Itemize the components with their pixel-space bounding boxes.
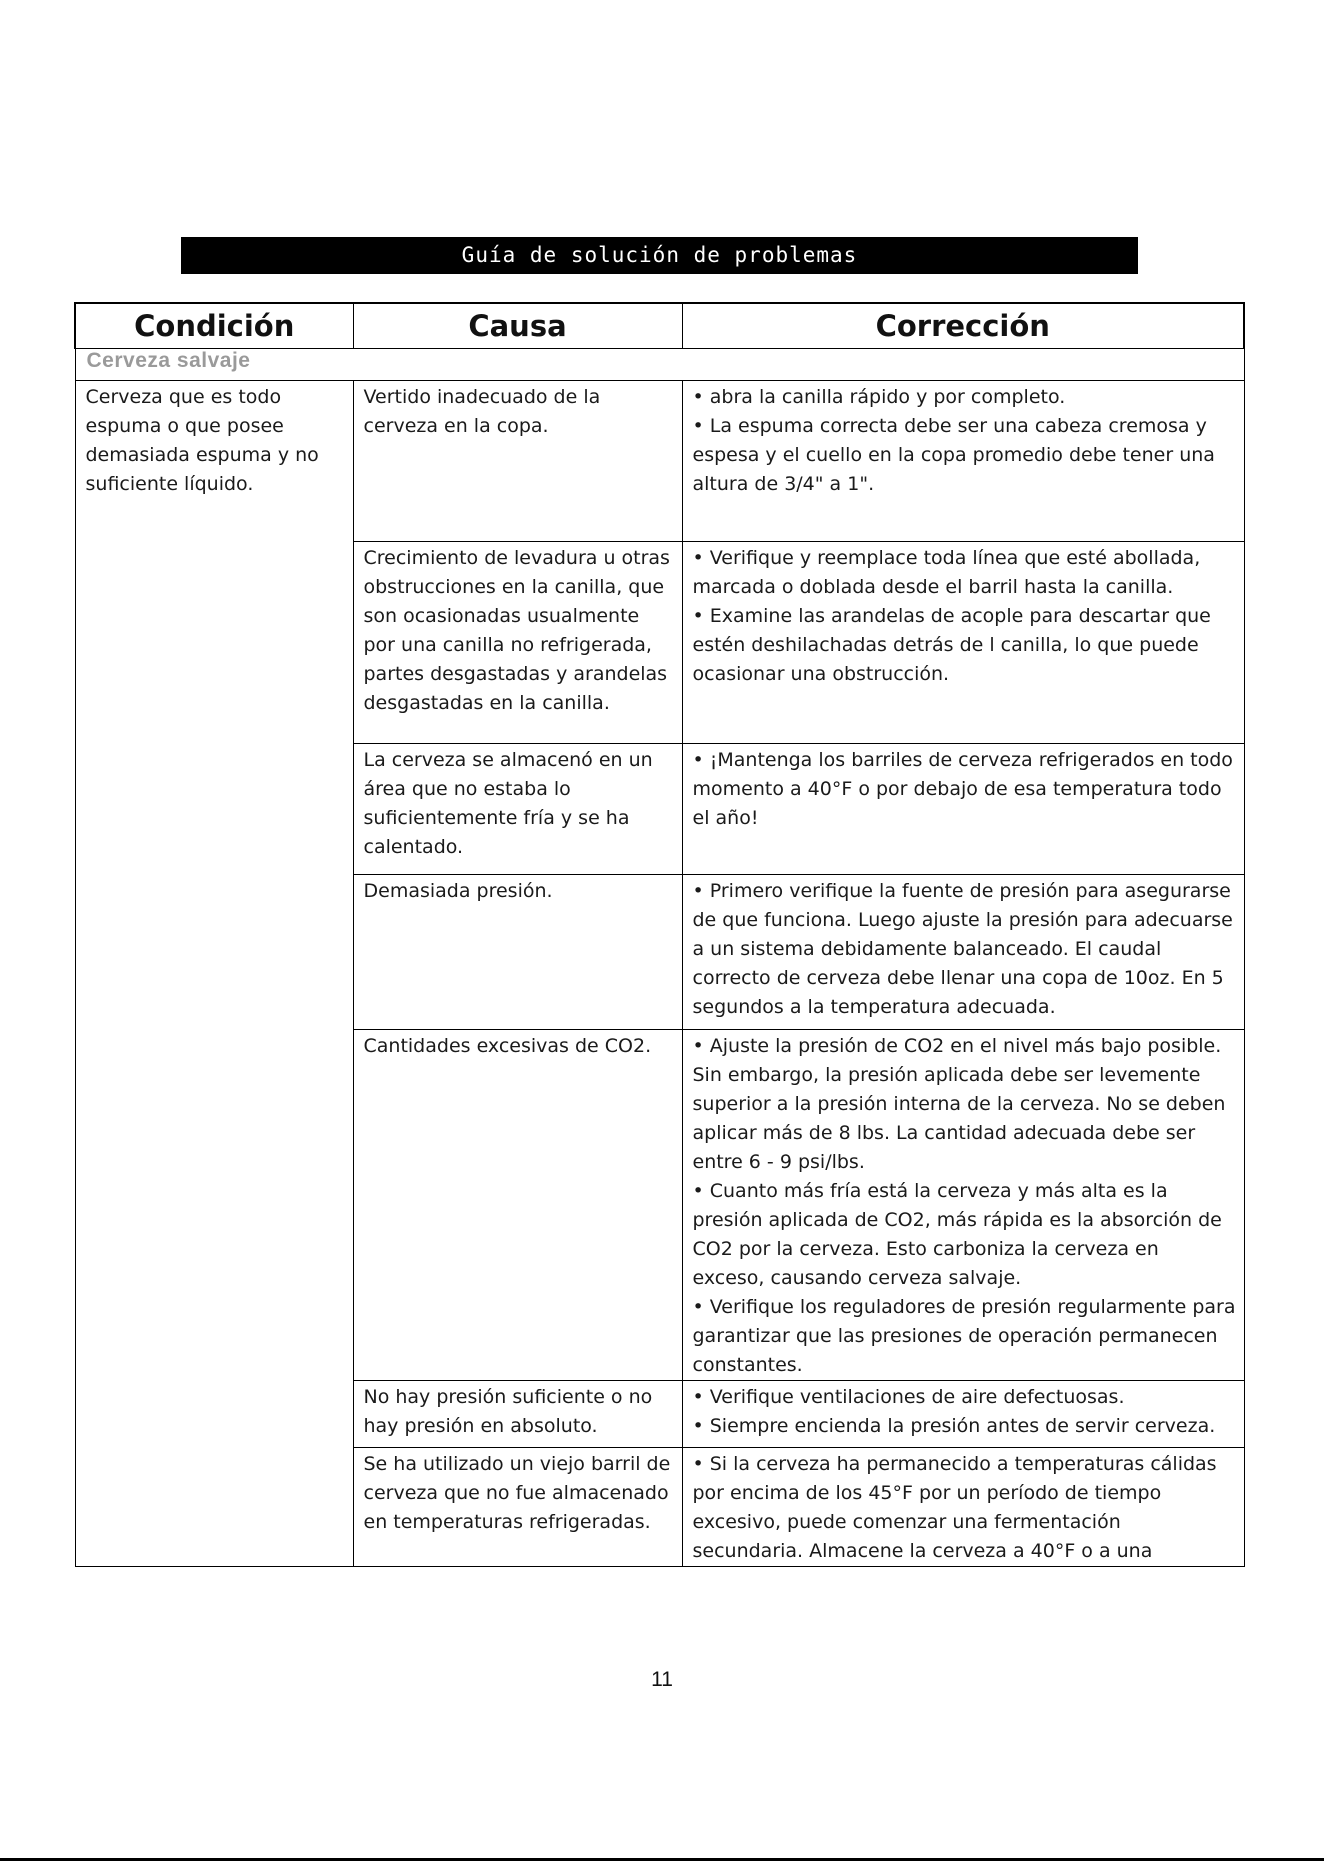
cause-cell: Cantidades excesivas de CO2. [353, 1030, 682, 1381]
cause-cell: Vertido inadecuado de la cerveza en la copa. [353, 381, 682, 542]
cause-cell: La cerveza se almacenó en un área que no estaba lo suficientemente fría y se ha calentado. [353, 744, 682, 875]
correction-cell [682, 381, 1244, 542]
bottom-rule [0, 1858, 1324, 1861]
correction-cell [682, 1381, 1244, 1448]
correction-bullet: • abra la canilla rápido y por completo. [692, 386, 1066, 408]
correction-cell [682, 744, 1244, 875]
header-cause: Causa [353, 303, 682, 349]
condition-cell: Cerveza que es todo espuma o que posee demasiada espuma y no suficiente líquido. [75, 381, 353, 1567]
correction-bullet: • Examine las arandelas de acople para descartar que estén deshilachadas detrás de l canilla, lo que puede ocasionar una obstrucción. [692, 605, 1211, 685]
correction-bullet: • Verifique y reemplace toda línea que esté abollada, marcada o doblada desde el barril hasta la canilla. [692, 547, 1201, 598]
correction-bullet: • Si la cerveza ha permanecido a temperaturas cálidas por encima de los 45°F por un período de tiempo excesivo, puede comenzar una fermentación secundaria. Almacene la cerveza a 40°F o a una [692, 1453, 1217, 1562]
correction-bullet: • Primero verifique la fuente de presión para asegurarse de que funciona. Luego ajuste la presión para adecuarse a un sistema debidamente balanceado. El caudal correcto de cerveza debe llenar una copa de 10oz. En 5 segundos a la temperatura adecuada. [692, 880, 1233, 1018]
correction-cell [682, 1448, 1244, 1567]
correction-cell [682, 1030, 1244, 1381]
header-condition: Condición [75, 303, 353, 349]
correction-bullet: • ¡Mantenga los barriles de cerveza refrigerados en todo momento a 40°F o por debajo de esa temperatura todo el año! [692, 749, 1233, 829]
correction-bullet: • Cuanto más fría está la cerveza y más alta es la presión aplicada de CO2, más rápida es la absorción de CO2 por la cerveza. Esto carboniza la cerveza en exceso, causando cerveza salvaje. [692, 1180, 1222, 1289]
cause-cell: Demasiada presión. [353, 875, 682, 1030]
cause-cell: Se ha utilizado un viejo barril de cerveza que no fue almacenado en temperaturas refrigeradas. [353, 1448, 682, 1567]
correction-cell [682, 875, 1244, 1030]
page-number: 11 [651, 1668, 673, 1691]
table-header-row [75, 303, 1244, 349]
document-title-banner: Guía de solución de problemas [181, 237, 1138, 274]
correction-cell [682, 542, 1244, 744]
correction-bullet: • Ajuste la presión de CO2 en el nivel más bajo posible. Sin embargo, la presión aplicada debe ser levemente superior a la presión interna de la cerveza. No se deben aplicar más de 8 lbs. La cantidad adecuada debe ser entre 6 - 9 psi/lbs. [692, 1035, 1226, 1173]
cause-cell: No hay presión suficiente o no hay presión en absoluto. [353, 1381, 682, 1448]
troubleshooting-table [74, 302, 1245, 1567]
section-title: Cerveza salvaje [75, 349, 1244, 381]
correction-bullet: • Verifique ventilaciones de aire defectuosas. [692, 1386, 1125, 1408]
correction-bullet: • Siempre encienda la presión antes de servir cerveza. [692, 1415, 1216, 1437]
section-row [75, 349, 1244, 381]
header-correction: Corrección [682, 303, 1244, 349]
correction-bullet: • Verifique los reguladores de presión regularmente para garantizar que las presiones de operación permanecen constantes. [692, 1296, 1236, 1376]
cause-cell: Crecimiento de levadura u otras obstrucciones en la canilla, que son ocasionadas usualmente por una canilla no refrigerada, partes desgastadas y arandelas desgastadas en la canilla. [353, 542, 682, 744]
correction-bullet: • La espuma correcta debe ser una cabeza cremosa y espesa y el cuello en la copa promedio debe tener una altura de 3/4" a 1". [692, 415, 1215, 495]
table-row [75, 381, 1244, 542]
